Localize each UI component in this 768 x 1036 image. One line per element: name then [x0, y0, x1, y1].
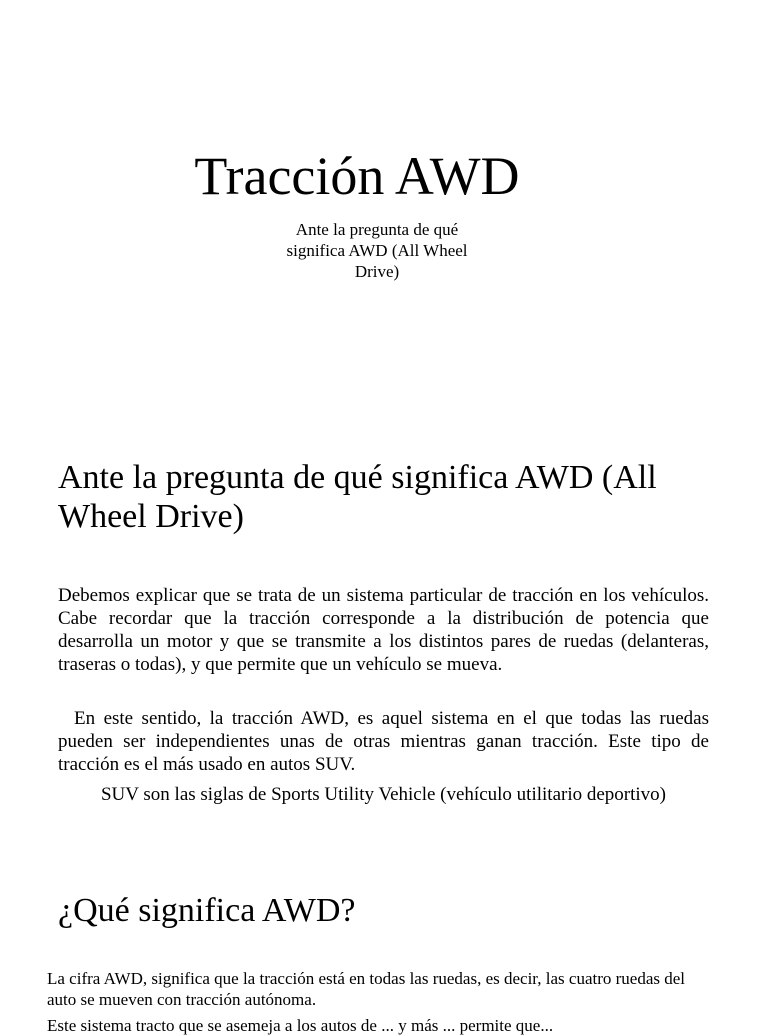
- section1-paragraph-2: En este sentido, la tracción AWD, es aquel sistema en el que todas las ruedas pueden ser independientes unas de otras mientras ganan tracción. Este tipo de tracción es el más usado en autos SUV.: [58, 708, 709, 775]
- section1-heading: Ante la pregunta de qué significa AWD (All Wheel Drive): [58, 459, 657, 535]
- section1-paragraph-3: SUV son las siglas de Sports Utility Vehicle (vehículo utilitario deportivo): [100, 784, 667, 805]
- document-title: Tracción AWD: [194, 146, 520, 206]
- section1-paragraph-1: Debemos explicar que se trata de un sistema particular de tracción en los vehículos. Cabe recordar que la tracción corresponde a la distribución de potencia que desarrolla un motor y que se transmite a los distintos pares de ruedas (delanteras, traseras o todas), y que permite que un vehículo se mueva.: [58, 585, 709, 675]
- document-subtitle: Ante la pregunta de qué significa AWD (All Wheel Drive): [286, 220, 468, 281]
- section2-paragraph-2: Este sistema tracto que se asemeja a los autos de ... y más ... permite que...: [47, 1016, 554, 1035]
- section2-paragraph-1: La cifra AWD, significa que la tracción está en todas las ruedas, es decir, las cuatro ruedas del auto se mueven con tracción autónoma.: [47, 969, 686, 1009]
- section2-heading: ¿Qué significa AWD?: [58, 892, 356, 929]
